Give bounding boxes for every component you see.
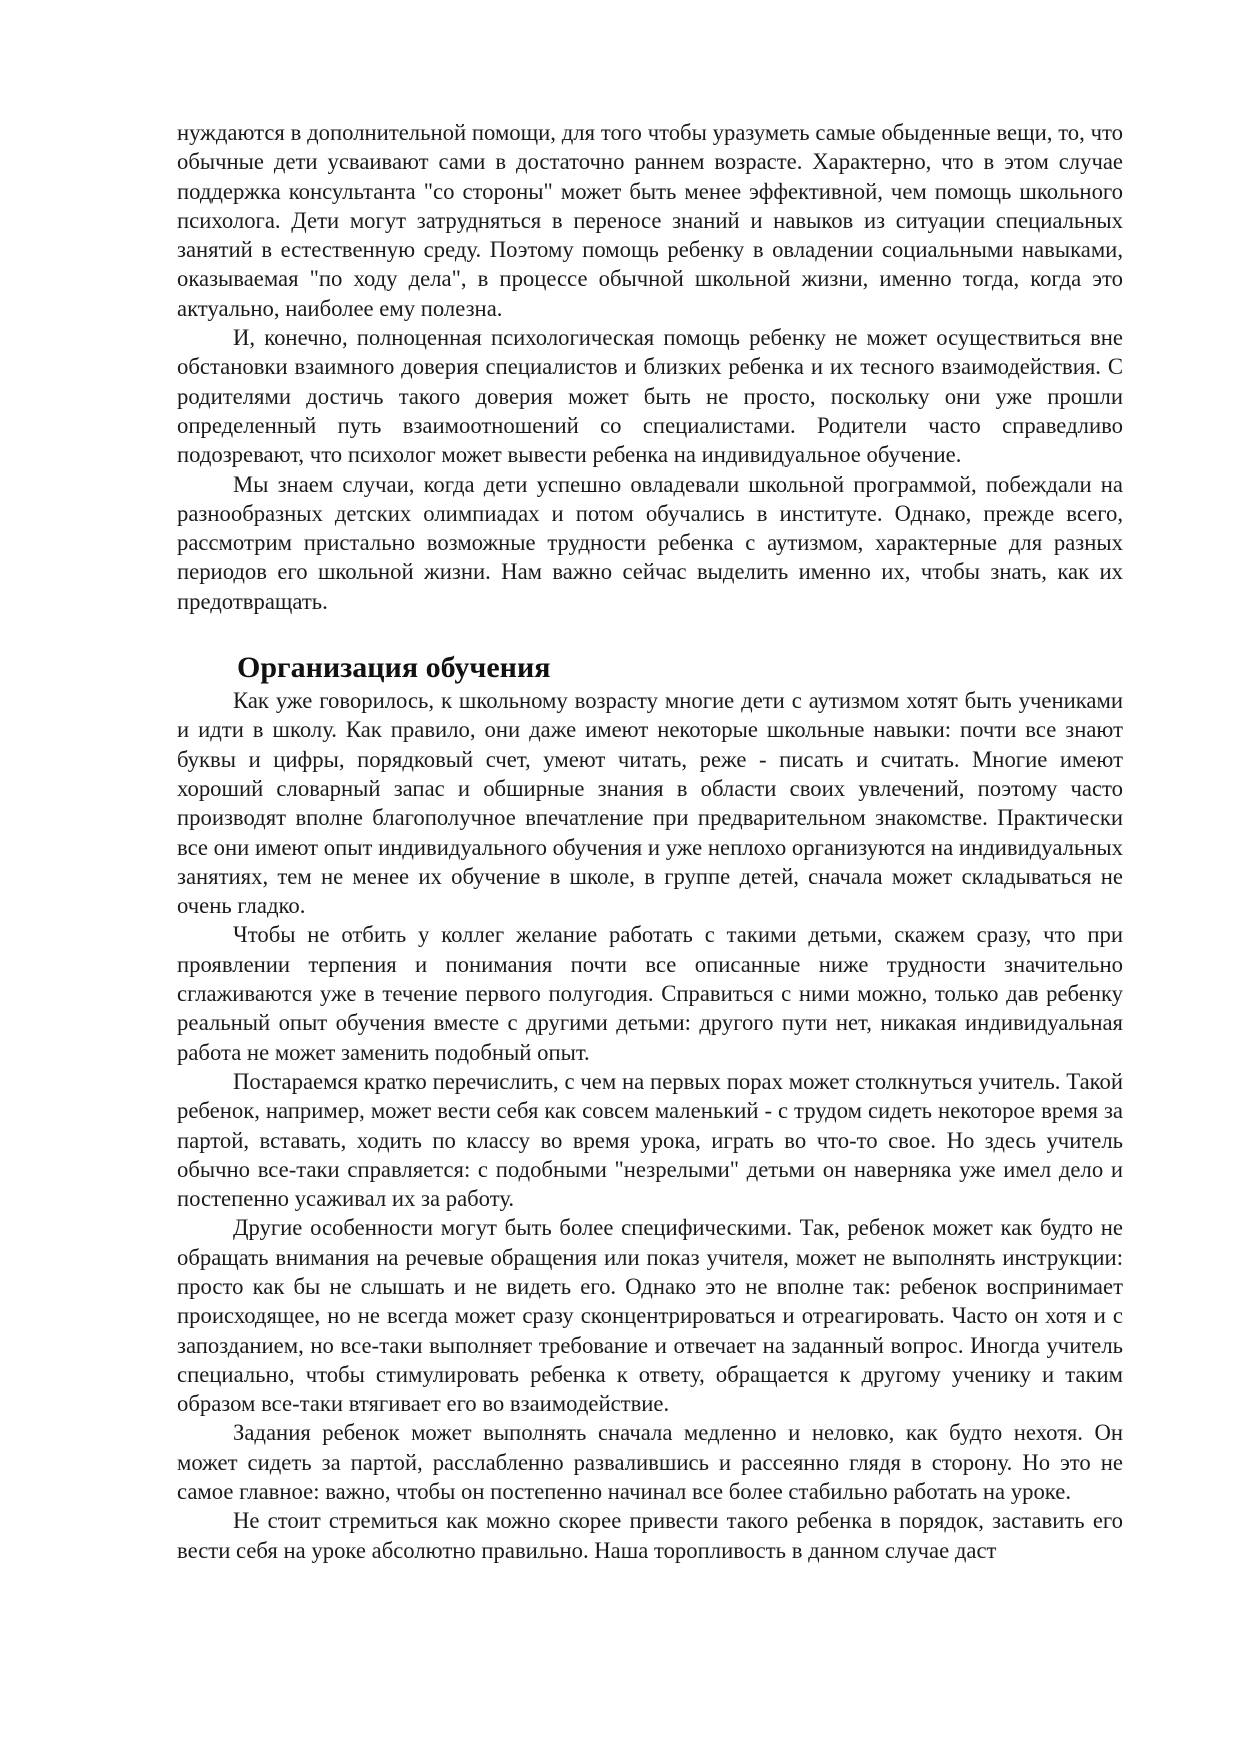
paragraph: Задания ребенок может выполнять сначала медленно и неловко, как будто нехотя. Он может сидеть за партой, расслабленно развалившись и рассеянно глядя в сторону. Но это не самое главное: важно, чтобы он постепенно начинал все более стабильно работать на уроке. [177, 1420, 1123, 1505]
document-page [177, 118, 1123, 1565]
paragraph: нуждаются в дополнительной помощи, для того чтобы уразуметь самые обыденные вещи, то, что обычные дети усваивают сами в достаточно раннем возрасте. Характерно, что в этом случае поддержка консультанта "со стороны" может быть менее эффективной, чем помощь школьного психолога. Дети могут затрудняться в переносе знаний и навыков из ситуации специальных занятий в естественную среду. Поэтому помощь ребенку в овладении социальными навыками, оказываемая "по ходу дела", в процессе обычной школьной жизни, именно тогда, когда это актуально, наиболее ему полезна. [177, 120, 1123, 321]
paragraph: И, конечно, полноценная психологическая помощь ребенку не может осуществиться вне обстановки взаимного доверия специалистов и близких ребенка и их тесного взаимодействия. С родителями достичь такого доверия может быть не просто, поскольку они уже прошли определенный путь взаимоотношений со специалистами. Родители часто справедливо подозревают, что психолог может вывести ребенка на индивидуальное обучение. [177, 325, 1123, 468]
paragraph: Мы знаем случаи, когда дети успешно овладевали школьной программой, побеждали на разнообразных детских олимпиадах и потом обучались в институте. Однако, прежде всего, рассмотрим пристально возможные трудности ребенка с аутизмом, характерные для разных периодов его школьной жизни. Нам важно сейчас выделить именно их, чтобы знать, как их предотвращать. [177, 471, 1123, 614]
paragraph: Чтобы не отбить у коллег желание работать с такими детьми, скажем сразу, что при проявлении терпения и понимания почти все описанные ниже трудности значительно сглаживаются уже в течение первого полугодия. Справиться с ними можно, только дав ребенку реальный опыт обучения вместе с другими детьми: другого пути нет, никакая индивидуальная работа не может заменить подобный опыт. [177, 922, 1123, 1065]
section-heading: Организация обучения [237, 651, 551, 685]
paragraph: Как уже говорилось, к школьному возрасту многие дети с аутизмом хотят быть учениками и идти в школу. Как правило, они даже имеют некоторые школьные навыки: почти все знают буквы и цифры, порядковый счет, умеют читать, реже - писать и считать. Многие имеют хороший словарный запас и обширные знания в области своих увлечений, поэтому часто производят вполне благополучное впечатление при предварительном знакомстве. Практически все они имеют опыт индивидуального обучения и уже неплохо организуются на индивидуальных занятиях, тем не менее их обучение в школе, в группе детей, сначала может складываться не очень гладко. [177, 688, 1123, 919]
paragraph: Не стоит стремиться как можно скорее привести такого ребенка в порядок, заставить его вести себя на уроке абсолютно правильно. Наша торопливость в данном случае даст [177, 1508, 1123, 1563]
paragraph: Другие особенности могут быть более специфическими. Так, ребенок может как будто не обращать внимания на речевые обращения или показ учителя, может не выполнять инструкции: просто как бы не слышать и не видеть его. Однако это не вполне так: ребенок воспринимает происходящее, но не всегда может сразу сконцентрироваться и отреагировать. Часто он хотя и с запозданием, но все-таки выполняет требование и отвечает на заданный вопрос. Иногда учитель специально, чтобы стимулировать ребенка к ответу, обращается к другому ученику и таким образом все-таки втягивает его во взаимодействие. [177, 1215, 1123, 1417]
paragraph: Постараемся кратко перечислить, с чем на первых порах может столкнуться учитель. Такой ребенок, например, может вести себя как совсем маленький - с трудом сидеть некоторое время за партой, вставать, ходить по классу во время урока, играть во что-то свое. Но здесь учитель обычно все-таки справляется: с подобными "незрелыми" детьми он наверняка уже имел дело и постепенно усаживал их за работу. [177, 1068, 1123, 1212]
